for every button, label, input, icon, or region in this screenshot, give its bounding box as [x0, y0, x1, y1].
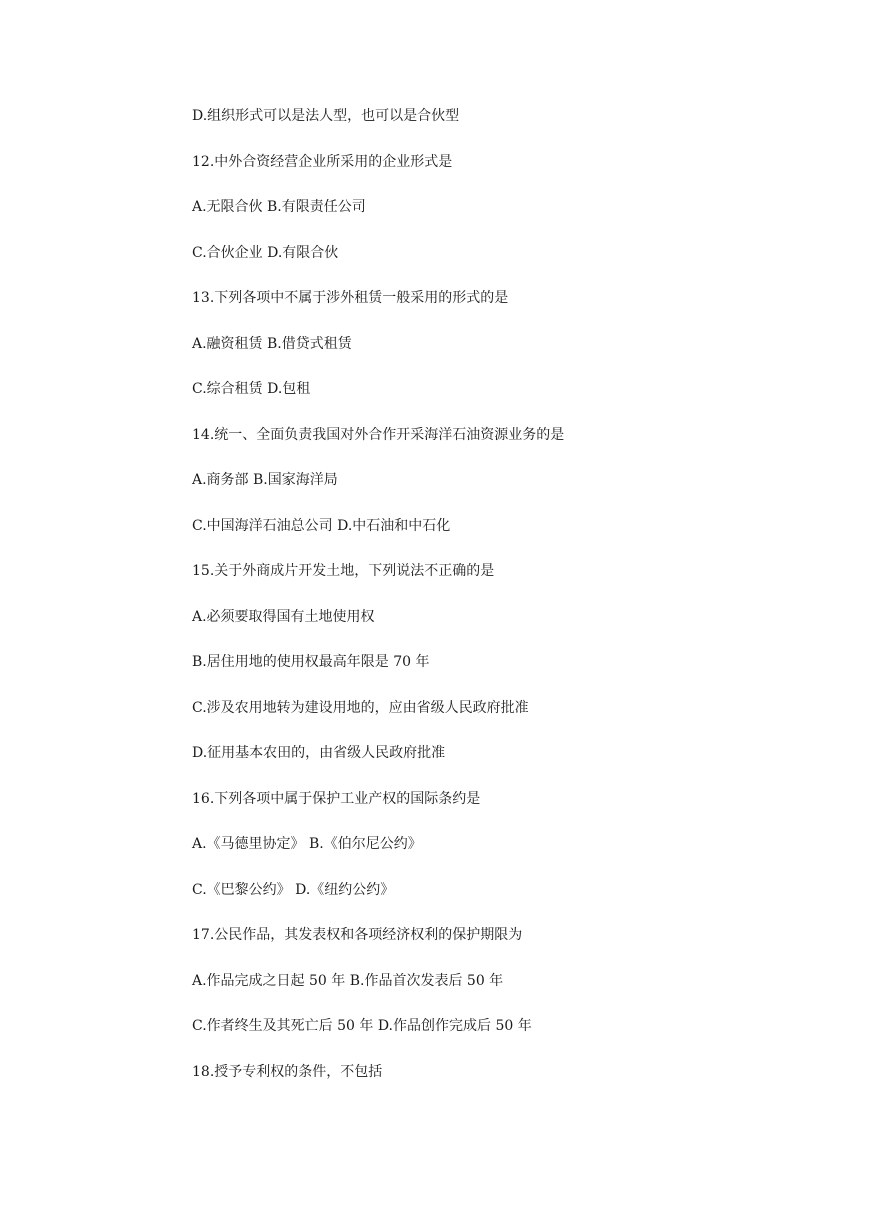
option-line: C.综合租赁 D.包租: [192, 381, 311, 397]
option-line: A.必须要取得国有土地使用权: [192, 608, 375, 625]
question-17: 17.公民作品，其发表权和各项经济权利的保护期限为: [192, 927, 523, 943]
option-line: A.作品完成之日起 50 年 B.作品首次发表后 50 年: [192, 972, 504, 989]
question-13: 13.下列各项中不属于涉外租赁一般采用的形式的是: [192, 290, 509, 306]
question-18: 18.授予专利权的条件，不包括: [192, 1063, 383, 1080]
option-line: C.中国海洋石油总公司 D.中石油和中石化: [192, 517, 451, 534]
option-line: B.居住用地的使用权最高年限是 70 年: [192, 654, 430, 670]
document-body: [192, 103, 812, 1104]
option-line: D.组织形式可以是法人型，也可以是合伙型: [192, 108, 460, 124]
option-line: A.无限合伙 B.有限责任公司: [192, 199, 366, 215]
option-line: D.征用基本农田的，由省级人民政府批准: [192, 745, 446, 761]
question-16: 16.下列各项中属于保护工业产权的国际条约是: [192, 790, 481, 807]
option-line: C.《巴黎公约》 D.《纽约公约》: [192, 881, 395, 898]
question-12: 12.中外合资经营企业所采用的企业形式是: [192, 153, 453, 170]
question-15: 15.关于外商成片开发土地，下列说法不正确的是: [192, 563, 495, 579]
option-line: C.作者终生及其死亡后 50 年 D.作品创作完成后 50 年: [192, 1018, 532, 1034]
option-line: A.商务部 B.国家海洋局: [192, 472, 338, 488]
option-line: C.合伙企业 D.有限合伙: [192, 244, 339, 261]
option-line: A.融资租赁 B.借贷式租赁: [192, 335, 352, 352]
option-line: A.《马德里协定》 B.《伯尔尼公约》: [192, 836, 422, 852]
option-line: C.涉及农用地转为建设用地的，应由省级人民政府批准: [192, 699, 529, 716]
question-14: 14.统一、全面负责我国对外合作开采海洋石油资源业务的是: [192, 426, 565, 443]
